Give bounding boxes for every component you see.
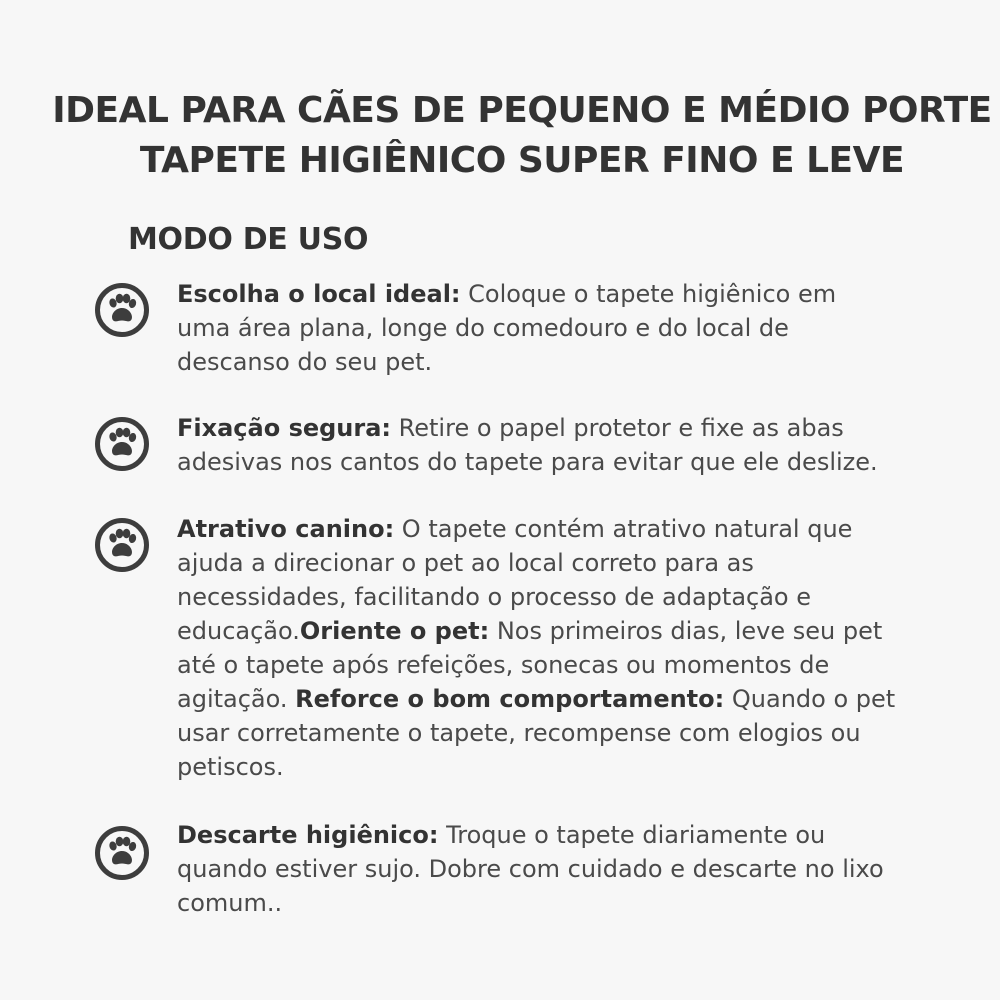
usage-step-text [177, 277, 897, 379]
paw-icon [94, 416, 150, 472]
step-body: Troque o tapete diariamente ou quando estiver sujo. Dobre com cuidado e descarte no lixo comum.. [177, 821, 884, 917]
usage-step-text [177, 512, 897, 784]
step-heading: Oriente o pet: [299, 617, 490, 645]
paw-icon [94, 282, 150, 338]
usage-step-text [177, 818, 897, 920]
step-body: Coloque o tapete higiênico em uma área plana, longe do comedouro e do local de descanso do seu pet. [177, 280, 837, 376]
step-body: Nos primeiros dias, leve seu pet até o tapete após refeições, sonecas ou momentos de agitação. [177, 617, 883, 713]
paw-icon [94, 517, 150, 573]
step-body: Retire o papel protetor e fixe as abas adesivas nos cantos do tapete para evitar que ele deslize. [177, 414, 878, 476]
usage-step-text [177, 411, 897, 479]
step-body: O tapete contém atrativo natural que ajuda a direcionar o pet ao local correto para as necessidades, facilitando o processo de adaptação e educação. [177, 515, 853, 645]
step-heading: Atrativo canino: [177, 515, 395, 543]
step-heading: Fixação segura: [177, 414, 392, 442]
section-title: MODO DE USO [128, 222, 369, 257]
paw-icon [94, 825, 150, 881]
step-body: Quando o pet usar corretamente o tapete, recompense com elogios ou petiscos. [177, 685, 896, 781]
headline-secondary: TAPETE HIGIÊNICO SUPER FINO E LEVE [139, 140, 905, 181]
step-heading: Descarte higiênico: [177, 821, 439, 849]
step-heading: Reforce o bom comportamento: [295, 685, 725, 713]
headline-primary: IDEAL PARA CÃES DE PEQUENO E MÉDIO PORTE [52, 90, 992, 131]
step-heading: Escolha o local ideal: [177, 280, 461, 308]
